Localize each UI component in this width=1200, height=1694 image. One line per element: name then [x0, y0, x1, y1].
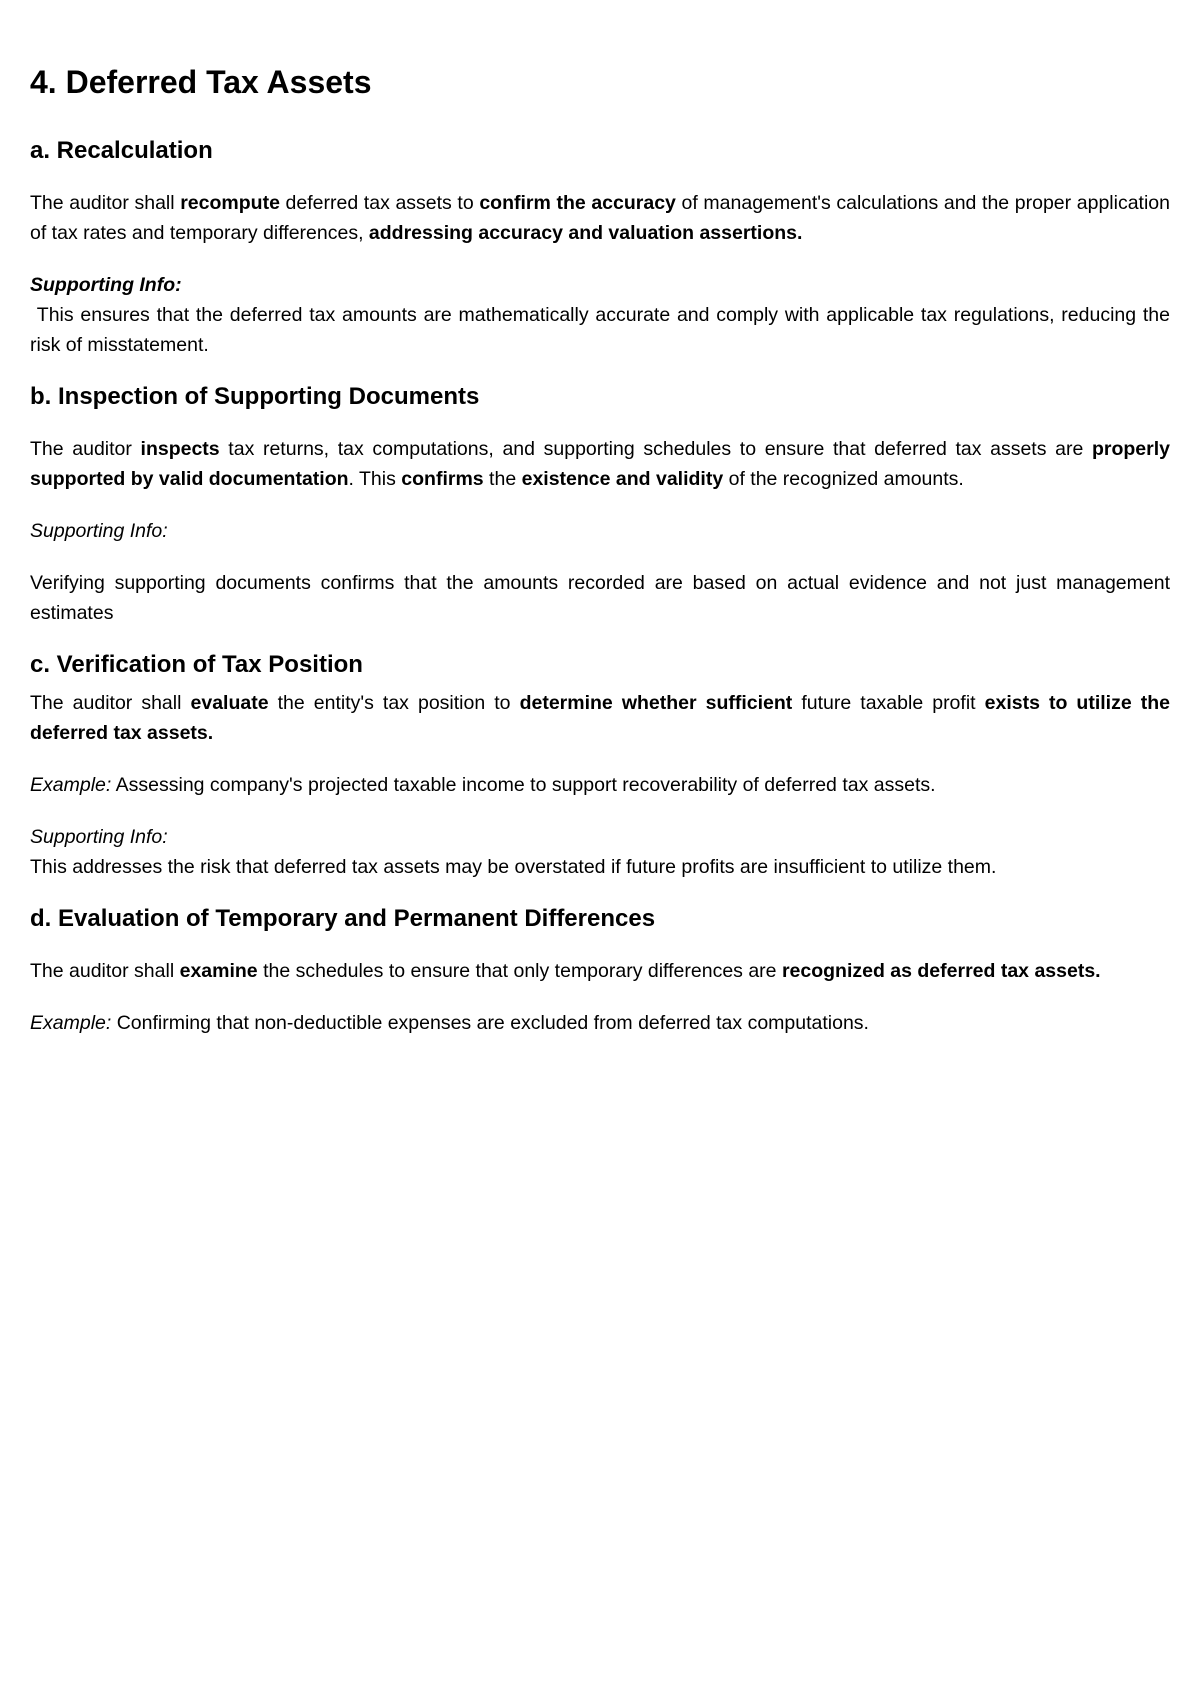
- section-b-supporting-text: Verifying supporting documents confirms that the amounts recorded are based on actual evidence and not just management estimates: [30, 572, 1170, 624]
- section-b-paragraph: The auditor inspects tax returns, tax computations, and supporting schedules to ensure that deferred tax assets are properly supported by valid documentation. This confirms the existence and validity of the recognized amounts.: [30, 438, 1170, 490]
- section-c-title: c. Verification of Tax Position: [30, 651, 363, 678]
- section-a-supporting-text: This ensures that the deferred tax amounts are mathematically accurate and comply with applicable tax regulations, reducing the risk of misstatement.: [30, 304, 1176, 356]
- section-c-supporting-label: Supporting Info:: [30, 826, 168, 848]
- page-title: 4. Deferred Tax Assets: [30, 64, 372, 100]
- section-c-paragraph: The auditor shall evaluate the entity's tax position to determine whether sufficient future taxable profit exists to utilize the deferred tax assets.: [30, 692, 1170, 744]
- section-a-title: a. Recalculation: [30, 137, 213, 164]
- section-a-supporting-label: Supporting Info:: [30, 274, 182, 296]
- section-d-paragraph: The auditor shall examine the schedules to ensure that only temporary differences are recognized as deferred tax assets.: [30, 960, 1101, 982]
- section-d-title: d. Evaluation of Temporary and Permanent Differences: [30, 905, 656, 932]
- section-d-example: Example: Confirming that non-deductible expenses are excluded from deferred tax computations.: [30, 1012, 869, 1034]
- section-c-example: Example: Assessing company's projected taxable income to support recoverability of deferred tax assets.: [30, 774, 936, 796]
- section-b-title: b. Inspection of Supporting Documents: [30, 383, 480, 410]
- section-b-supporting-label: Supporting Info:: [30, 520, 168, 542]
- section-a-paragraph: The auditor shall recompute deferred tax assets to confirm the accuracy of management's calculations and the proper application of tax rates and temporary differences, addressing accuracy and valuation assertions.: [30, 192, 1170, 244]
- section-c-supporting-text: This addresses the risk that deferred tax assets may be overstated if future profits are insufficient to utilize them.: [30, 856, 997, 878]
